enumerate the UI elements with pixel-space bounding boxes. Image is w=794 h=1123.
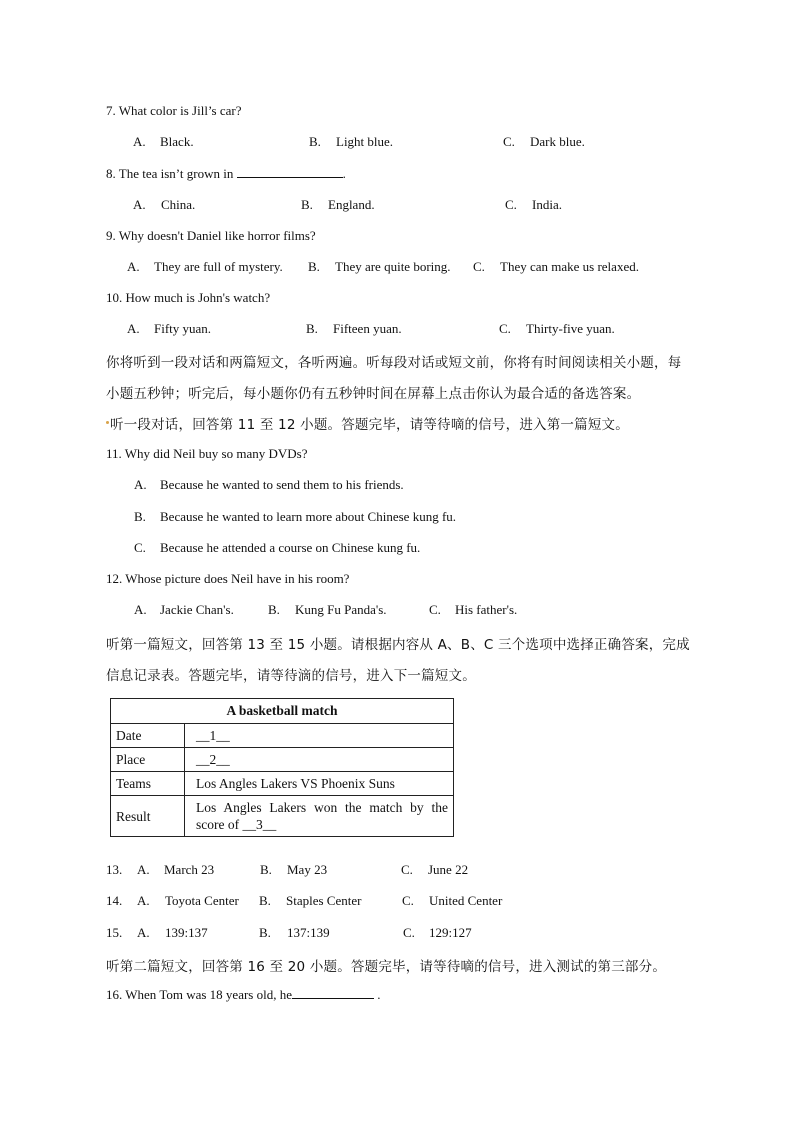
q10-option-b-letter[interactable]: B. xyxy=(306,321,318,336)
q9-option-b-text[interactable]: They are quite boring. xyxy=(335,259,451,274)
q14-option-b-text[interactable]: Staples Center xyxy=(286,893,362,908)
q11-option-c-letter[interactable]: C. xyxy=(134,540,146,555)
q12-option-c-text[interactable]: His father's. xyxy=(455,602,518,617)
q8-option-a-letter[interactable]: A. xyxy=(133,197,146,212)
q7-option-c-text[interactable]: Dark blue. xyxy=(530,134,585,149)
q8-option-a-text[interactable]: China. xyxy=(161,197,196,212)
q10-option-a-text[interactable]: Fifty yuan. xyxy=(154,321,212,336)
instruction-1-line-1: 你将听到一段对话和两篇短文，各听两遍。听每段对话或短文前，你将有时间阅读相关小题，每 xyxy=(106,355,682,371)
q8-option-b-letter[interactable]: B. xyxy=(301,197,313,212)
q7-option-c-letter[interactable]: C. xyxy=(503,134,515,149)
q14-option-a-letter[interactable]: A. xyxy=(137,893,150,908)
question-16 xyxy=(106,986,381,1003)
q7-option-a-letter[interactable]: A. xyxy=(133,134,146,149)
q11-option-c-text[interactable]: Because he attended a course on Chinese kung fu. xyxy=(160,540,421,555)
q7-option-a-text[interactable]: Black. xyxy=(160,134,194,149)
table-title: A basketball match xyxy=(111,699,454,724)
question-8-text: 8. The tea isn’t grown in xyxy=(106,166,234,181)
q11-option-b-letter[interactable]: B. xyxy=(134,509,146,524)
q11-option-b-text[interactable]: Because he wanted to learn more about Chinese kung fu. xyxy=(160,509,457,524)
q7-option-b-text[interactable]: Light blue. xyxy=(336,134,394,149)
q15-option-b-text[interactable]: 137:139 xyxy=(287,925,330,940)
q12-option-b-text[interactable]: Kung Fu Panda's. xyxy=(295,602,387,617)
question-8 xyxy=(106,165,346,182)
q8-option-c-text[interactable]: India. xyxy=(532,197,562,212)
q14-option-b-letter[interactable]: B. xyxy=(259,893,271,908)
question-16-text: 16. When Tom was 18 years old, he xyxy=(106,987,292,1002)
instruction-4: 听第二篇短文，回答第 16 至 20 小题。答题完毕，请等待嘀的信号，进入测试的第三部分。 xyxy=(106,959,667,975)
q15-option-c-letter[interactable]: C. xyxy=(403,925,415,940)
instruction-1-line-2: 小题五秒钟；听完后，每小题你仍有五秒钟时间在屏幕上点击你认为最合适的备选答案。 xyxy=(106,386,641,402)
table-row xyxy=(111,748,454,772)
row-label-teams: Teams xyxy=(111,772,185,796)
q14-option-a-text[interactable]: Toyota Center xyxy=(165,893,239,908)
question-9: 9. Why doesn't Daniel like horror films? xyxy=(106,228,316,243)
q9-option-a-text[interactable]: They are full of mystery. xyxy=(154,259,283,274)
question-11: 11. Why did Neil buy so many DVDs? xyxy=(106,446,308,461)
q8-option-b-text[interactable]: England. xyxy=(328,197,375,212)
q7-option-b-letter[interactable]: B. xyxy=(309,134,321,149)
row-value-result: Los Angles Lakers won the match by the score of __3__ xyxy=(185,796,454,837)
question-12: 12. Whose picture does Neil have in his room? xyxy=(106,571,350,586)
q15-number: 15. xyxy=(106,925,123,940)
q14-number: 14. xyxy=(106,893,123,908)
q8-option-c-letter[interactable]: C. xyxy=(505,197,517,212)
q12-option-a-text[interactable]: Jackie Chan's. xyxy=(160,602,234,617)
q11-option-a-text[interactable]: Because he wanted to send them to his friends. xyxy=(160,477,404,492)
q13-option-b-text[interactable]: May 23 xyxy=(287,862,328,877)
marker-dot xyxy=(106,421,109,424)
instruction-2: 听一段对话，回答第 11 至 12 小题。答题完毕，请等待嘀的信号，进入第一篇短文。 xyxy=(110,417,629,433)
row-label-place: Place xyxy=(111,748,185,772)
table-row xyxy=(111,796,454,837)
q11-option-a-letter[interactable]: A. xyxy=(134,477,147,492)
q13-option-a-text[interactable]: March 23 xyxy=(164,862,215,877)
q15-option-a-letter[interactable]: A. xyxy=(137,925,150,940)
row-value-place: __2__ xyxy=(185,748,454,772)
question-8-period: . xyxy=(342,166,346,181)
q13-option-a-letter[interactable]: A. xyxy=(137,862,150,877)
instruction-3-line-1: 听第一篇短文，回答第 13 至 15 小题。请根据内容从 A、B、C 三个选项中选择正确答案，完成 xyxy=(106,637,690,653)
q15-option-a-text[interactable]: 139:137 xyxy=(165,925,208,940)
q13-option-c-letter[interactable]: C. xyxy=(401,862,413,877)
q9-option-b-letter[interactable]: B. xyxy=(308,259,320,274)
row-label-result: Result xyxy=(111,796,185,837)
question-10: 10. How much is John's watch? xyxy=(106,290,271,305)
q15-option-b-letter[interactable]: B. xyxy=(259,925,271,940)
q9-option-c-text[interactable]: They can make us relaxed. xyxy=(500,259,639,274)
q13-option-b-letter[interactable]: B. xyxy=(260,862,272,877)
q13-option-c-text[interactable]: June 22 xyxy=(428,862,469,877)
q12-option-a-letter[interactable]: A. xyxy=(134,602,147,617)
row-value-teams: Los Angles Lakers VS Phoenix Suns xyxy=(185,772,454,796)
table-row xyxy=(111,724,454,748)
answer-blank xyxy=(237,165,343,178)
q12-option-b-letter[interactable]: B. xyxy=(268,602,280,617)
q15-option-c-text[interactable]: 129:127 xyxy=(429,925,472,940)
question-7: 7. What color is Jill’s car? xyxy=(106,103,242,118)
info-table xyxy=(110,698,454,837)
table-header-row xyxy=(111,699,454,724)
q10-option-c-letter[interactable]: C. xyxy=(499,321,511,336)
q13-number: 13. xyxy=(106,862,123,877)
q10-option-b-text[interactable]: Fifteen yuan. xyxy=(333,321,402,336)
instruction-3-line-2: 信息记录表。答题完毕，请等待滴的信号，进入下一篇短文。 xyxy=(106,668,476,684)
q9-option-c-letter[interactable]: C. xyxy=(473,259,485,274)
answer-blank xyxy=(292,986,374,999)
q10-option-c-text[interactable]: Thirty-five yuan. xyxy=(526,321,615,336)
q14-option-c-text[interactable]: United Center xyxy=(429,893,503,908)
row-value-date: __1__ xyxy=(185,724,454,748)
question-16-period: . xyxy=(374,987,381,1002)
q9-option-a-letter[interactable]: A. xyxy=(127,259,140,274)
q12-option-c-letter[interactable]: C. xyxy=(429,602,441,617)
table-row xyxy=(111,772,454,796)
q14-option-c-letter[interactable]: C. xyxy=(402,893,414,908)
q10-option-a-letter[interactable]: A. xyxy=(127,321,140,336)
row-label-date: Date xyxy=(111,724,185,748)
